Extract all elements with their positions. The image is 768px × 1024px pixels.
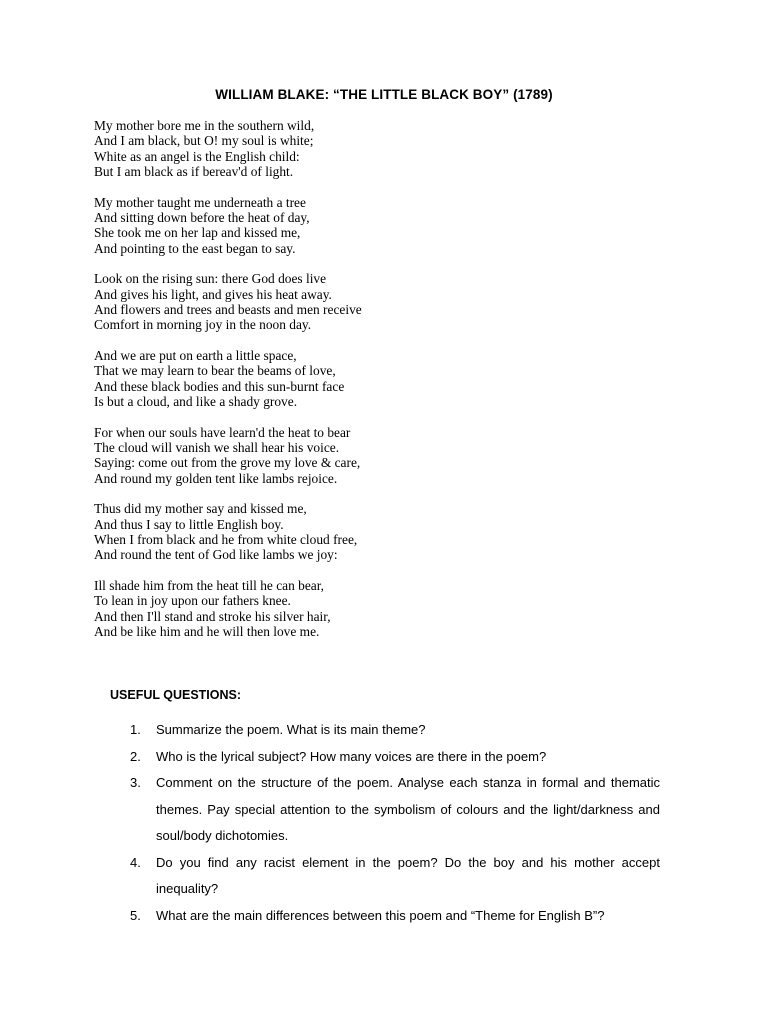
question-item (130, 850, 660, 903)
stanza (94, 578, 514, 640)
poem-line: And these black bodies and this sun-burnt face (94, 378, 345, 394)
stanza (94, 271, 514, 333)
poem-line: And be like him and he will then love me. (94, 623, 320, 639)
poem (94, 118, 514, 654)
poem-line: Saying: come out from the grove my love & care, (94, 455, 361, 471)
question-number: 1. (130, 722, 141, 737)
question-number: 4. (130, 854, 141, 870)
question-number: 2. (130, 748, 141, 764)
stanza (94, 501, 514, 563)
poem-line: And then I'll stand and stroke his silver hair, (94, 608, 331, 624)
poem-line: My mother taught me underneath a tree (94, 194, 306, 210)
document-title: WILLIAM BLAKE: “THE LITTLE BLACK BOY” (1789) (215, 87, 553, 102)
poem-line: And I am black, but O! my soul is white; (94, 133, 314, 149)
question-number: 3. (130, 775, 141, 790)
poem-line: Comfort in morning joy in the noon day. (94, 317, 312, 333)
poem-line: And round my golden tent like lambs rejoice. (94, 470, 338, 486)
question-item (130, 903, 660, 930)
question-text: Do you find any racist element in the poem? Do the boy and his mother accept inequality? (156, 854, 660, 896)
poem-line: And gives his light, and gives his heat away. (94, 286, 332, 302)
poem-line: And round the tent of God like lambs we joy: (94, 547, 338, 563)
questions-list (130, 717, 660, 929)
poem-line: Look on the rising sun: there God does live (94, 271, 327, 287)
question-item (130, 744, 660, 771)
stanza (94, 195, 514, 257)
poem-line: And pointing to the east began to say. (94, 240, 296, 256)
question-text: What are the main differences between this poem and “Theme for English B”? (156, 907, 605, 923)
poem-line: For when our souls have learn'd the heat to bear (94, 424, 351, 440)
poem-line: She took me on her lap and kissed me, (94, 225, 301, 241)
question-text: Comment on the structure of the poem. Analyse each stanza in formal and thematic themes. Pay special attention to the symbolism of colours and the light/darkness and soul/body dichotomies. (156, 775, 660, 843)
poem-line: White as an angel is the English child: (94, 148, 300, 164)
questions-heading: USEFUL QUESTIONS: (110, 688, 242, 702)
poem-line: Is but a cloud, and like a shady grove. (94, 394, 298, 410)
poem-line: That we may learn to bear the beams of love, (94, 363, 336, 379)
stanza (94, 348, 514, 410)
stanza (94, 425, 514, 487)
question-item (130, 717, 660, 744)
question-text: Summarize the poem. What is its main theme? (156, 722, 426, 737)
poem-line: When I from black and he from white cloud free, (94, 531, 358, 547)
question-item (130, 770, 660, 850)
poem-line: Thus did my mother say and kissed me, (94, 501, 307, 517)
poem-line: My mother bore me in the southern wild, (94, 118, 315, 133)
stanza (94, 118, 514, 180)
poem-line: Ill shade him from the heat till he can bear, (94, 577, 324, 593)
question-number: 5. (130, 907, 141, 923)
poem-line: And sitting down before the heat of day, (94, 210, 310, 226)
poem-line: And we are put on earth a little space, (94, 347, 297, 363)
question-text: Who is the lyrical subject? How many voices are there in the poem? (156, 748, 547, 764)
poem-line: And flowers and trees and beasts and men receive (94, 302, 362, 318)
poem-line: To lean in joy upon our fathers knee. (94, 593, 291, 609)
poem-line: But I am black as if bereav'd of light. (94, 164, 294, 180)
poem-line: The cloud will vanish we shall hear his voice. (94, 439, 340, 455)
poem-line: And thus I say to little English boy. (94, 516, 284, 532)
